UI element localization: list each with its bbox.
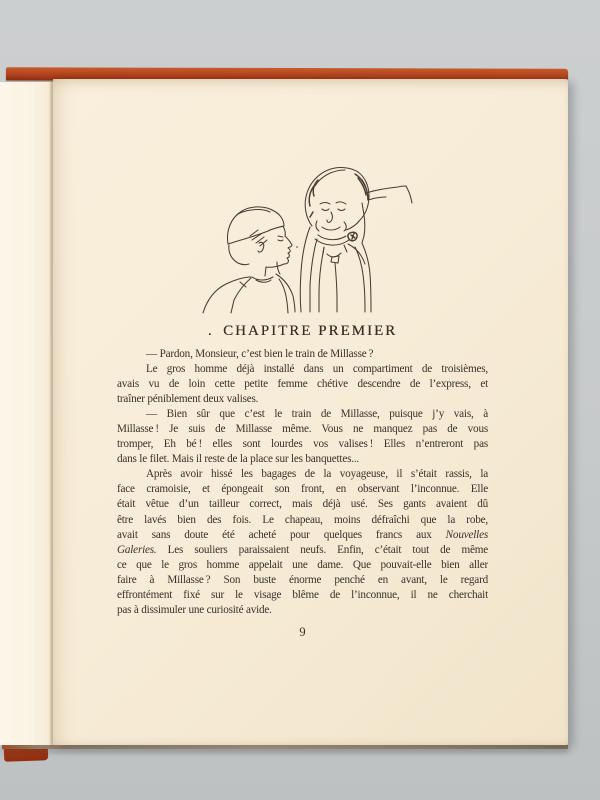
text-line: — Bien sûr que c’est le train de Millasse, puisque j’y vais, à — [146, 408, 488, 421]
text-line: dans le filet. Mais il reste de la place sur les banquettes... — [117, 453, 360, 466]
text-line: être lavés bien des fois. Le chapeau, moins défraîchi que la robe, — [117, 513, 488, 526]
text-line: traîner péniblement deux valises. — [117, 393, 259, 406]
chapter-heading: . CHAPITRE PREMIER — [207, 323, 398, 339]
chapter-illustration — [195, 165, 475, 315]
text-line: Le gros homme déjà installé dans un compartiment de troisièmes, — [146, 363, 488, 376]
left-page — [0, 82, 53, 745]
right-page — [53, 79, 568, 745]
text-line: était vêtue d’un tailleur correct, mais déjà usé. Ses gants avaient dû — [117, 498, 488, 511]
text-line: avait sans doute été acheté pour quelques francs aux Nouvelles — [117, 528, 488, 541]
page-number: 9 — [299, 625, 306, 639]
text-line: — Pardon, Monsieur, c’est bien le train de Millasse ? — [146, 348, 374, 360]
text-line: ce que le gros homme appelait une dame. Que pouvait-elle bien aller — [117, 558, 488, 571]
text-line: Après avoir hissé les bagages de la voyageuse, il s’était rassis, la — [146, 468, 488, 481]
page-block-bottom-edge — [2, 745, 568, 749]
text-line: tromper, Eh bé ! elles sont lourdes vos valises ! Elles n’entreront pas — [117, 438, 488, 451]
text-line: avais vu de loin cette petite femme chétive descendre de l’express, et — [117, 378, 488, 391]
text-line: face cramoisie, et épongeait son front, en observant l’inconnue. Elle — [117, 483, 488, 496]
woman-with-hat-sketch — [203, 207, 295, 313]
text-line: Galeries. Les souliers paraissaient neufs. Enfin, c’était tout de même — [117, 543, 488, 556]
text-line: pas à dissimuler une curiosité avide. — [117, 603, 272, 616]
stout-man-sketch — [300, 168, 412, 312]
text-line: effrontément fixé sur le visage blême de l’inconnue, il ne cherchait — [117, 588, 488, 601]
text-line: faire à Millasse ? Son buste énorme penché en avant, le regard — [117, 573, 488, 586]
text-line: Millasse ! Je suis de Millasse même. Vous ne manquez pas de vous — [117, 423, 488, 436]
ink-speck — [296, 246, 298, 248]
body-text — [117, 347, 488, 618]
